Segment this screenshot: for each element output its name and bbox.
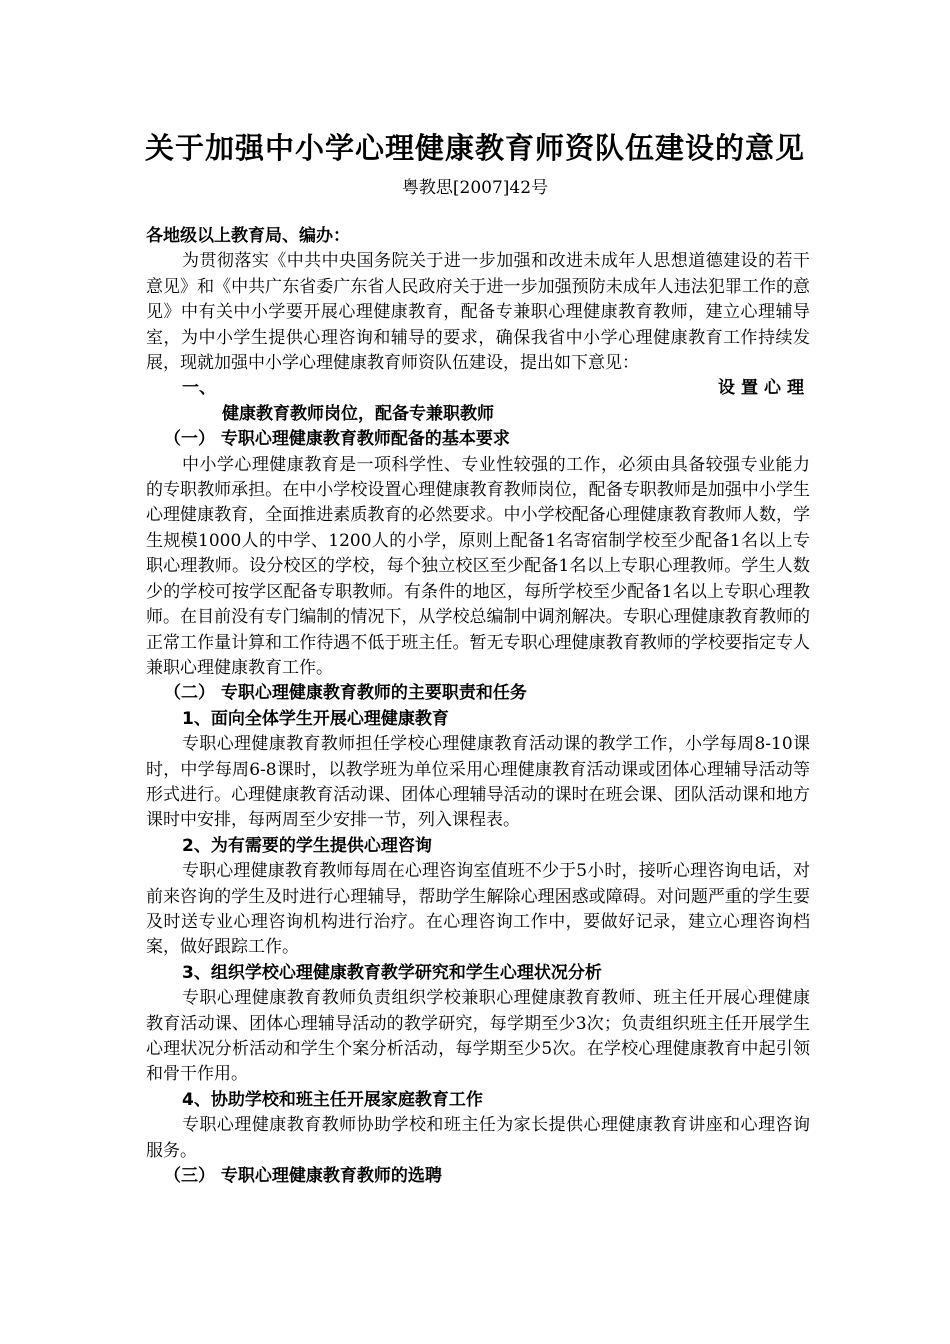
- intro-paragraph: 为贯彻落实《中共中央国务院关于进一步加强和改进未成年人思想道德建设的若干意见》和《中共广东省委广东省人民政府关于进一步加强预防未成年人违法犯罪工作的意见》中有关中小学要开展心理健康教育，配备专兼职心理健康教育教师，建立心理辅导室，为中小学生提供心理咨询和辅导的要求，确保我省中小学心理健康教育工作持续发展，现就加强中小学心理健康教育师资队伍建设，提出如下意见：: [146, 251, 810, 374]
- item-3-heading: 3、组织学校心理健康教育教学研究和学生心理状况分析: [182, 962, 602, 983]
- item-1-heading: 1、面向全体学生开展心理健康教育: [182, 708, 449, 729]
- document-body: [146, 224, 810, 1189]
- document-number: 粤教思[2007]42号: [401, 178, 549, 198]
- document-title: 关于加强中小学心理健康教育师资队伍建设的意见: [144, 131, 805, 165]
- subsection-1-heading: （一） 专职心理健康教育教师配备的基本要求: [164, 429, 510, 450]
- subsection-2-heading: （二） 专职心理健康教育教师的主要职责和任务: [164, 683, 527, 704]
- section-1-heading: [146, 376, 810, 401]
- item-1-paragraph: 专职心理健康教育教师担任学校心理健康教育活动课的教学工作，小学每周8-10课时，中学每周6-8课时，以教学班为单位采用心理健康教育活动课或团体心理辅导活动等形式进行。心理健康教育活动课、团体心理辅导活动的课时在班会课、团队活动课和地方课时中安排，每两周至少安排一节，列入课程表。: [146, 734, 810, 831]
- section-1-number: 一、: [182, 378, 216, 399]
- item-4-paragraph: 专职心理健康教育教师协助学校和班主任为家长提供心理健康教育讲座和心理咨询服务。: [146, 1115, 810, 1161]
- item-2-paragraph: 专职心理健康教育教师每周在心理咨询室值班不少于5小时，接听心理咨询电话，对前来咨询的学生及时进行心理辅导，帮助学生解除心理困惑或障碍。对问题严重的学生要及时送专业心理咨询机构进行治疗。在心理咨询工作中，要做好记录，建立心理咨询档案，做好跟踪工作。: [146, 861, 810, 958]
- item-4-heading: 4、协助学校和班主任开展家庭教育工作: [182, 1089, 483, 1110]
- subsection-3-heading: （三） 专职心理健康教育教师的选聘: [164, 1166, 442, 1187]
- subsection-1-paragraph: 中小学心理健康教育是一项科学性、专业性较强的工作，必须由具备较强专业能力的专职教师承担。在中小学校设置心理健康教育教师岗位，配备专职教师是加强中小学生心理健康教育，全面推进素质教育的必然要求。中小学校配备心理健康教育教师人数，学生规模1000人的中学、1200人的小学，原则上配备1名寄宿制学校至少配备1名以上专职心理教师。设分校区的学校，每个独立校区至少配备1名以上专职心理教师。学生人数少的学校可按学区配备专职教师。有条件的地区，每所学校至少配备1名以上专职心理教师。在目前没有专门编制的情况下，从学校总编制中调剂解决。专职心理健康教育教师的正常工作量计算和工作待遇不低于班主任。暂无专职心理健康教育教师的学校要指定专人兼职心理健康教育工作。: [146, 454, 810, 678]
- section-1-title-part2: 健康教育教师岗位，配备专兼职教师: [222, 403, 494, 424]
- section-1-title-part1: 设置心理: [718, 378, 810, 399]
- item-3-paragraph: 专职心理健康教育教师负责组织学校兼职心理健康教育教师、班主任开展心理健康教育活动课、团体心理辅导活动的教学研究，每学期至少3次；负责组织班主任开展学生心理状况分析活动和学生个案分析活动，每学期至少5次。在学校心理健康教育中起引领和骨干作用。: [146, 988, 810, 1085]
- salutation: 各地级以上教育局、编办：: [146, 226, 350, 246]
- item-2-heading: 2、为有需要的学生提供心理咨询: [182, 835, 432, 856]
